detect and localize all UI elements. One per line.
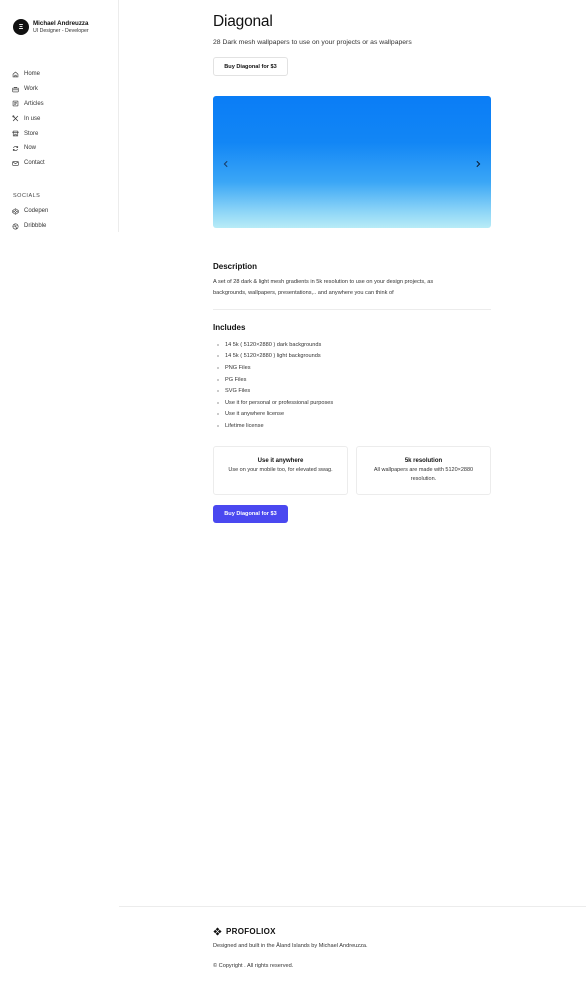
bullet xyxy=(217,379,219,381)
social-item-codepen[interactable] xyxy=(12,204,48,219)
list-item-text: Use it for personal or professional purposes xyxy=(225,399,334,406)
logo-icon xyxy=(213,927,222,936)
nav-label-articles: Articles xyxy=(24,100,44,107)
profile-link[interactable] xyxy=(13,19,89,35)
avatar xyxy=(13,19,29,35)
home-icon xyxy=(12,71,19,78)
list-item-text: PG Files xyxy=(225,376,247,383)
list-item xyxy=(217,420,333,432)
socials-heading: SOCIALS xyxy=(13,193,41,199)
list-item-text: SVG Files xyxy=(225,388,251,395)
list-item xyxy=(217,385,333,397)
sidebar xyxy=(0,0,119,232)
list-item xyxy=(217,362,333,374)
nav-label-store: Store xyxy=(24,130,39,137)
list-item xyxy=(217,339,333,351)
nav-label-in-use: In use xyxy=(24,115,41,122)
page-subtitle: 28 Dark mesh wallpapers to use on your projects or as wallpapers xyxy=(213,39,412,46)
codepen-icon xyxy=(12,208,19,215)
bullet xyxy=(217,367,219,369)
list-item xyxy=(217,351,333,363)
profile-role: UI Designer - Developer xyxy=(33,27,89,34)
nav-label-now: Now xyxy=(24,145,37,152)
footer-built-text: Designed and built in the Åland Islands by Michael Andreuzza. xyxy=(213,943,368,949)
nav-item-articles[interactable] xyxy=(12,97,45,112)
bullet xyxy=(217,425,219,427)
social-label-codepen: Codepen xyxy=(24,208,49,215)
list-item-text: PNG Files xyxy=(225,364,251,371)
nav-item-now[interactable] xyxy=(12,141,45,156)
list-item xyxy=(217,409,333,421)
footer-brand-name: PROFOLIOX xyxy=(226,927,276,936)
description-text: A set of 28 dark & light mesh gradients in 5k resolution to use on your design projects, as backgrounds, wallpapers, presentations,.. and anywhere you can think of xyxy=(213,279,434,296)
refresh-icon xyxy=(12,145,19,152)
chevron-right-icon[interactable] xyxy=(474,160,482,168)
list-item-text: 14 5k ( 5120×2880 ) dark backgrounds xyxy=(225,341,322,348)
avatar-letter: Ξ xyxy=(18,23,24,31)
divider xyxy=(213,309,491,310)
page-title: Diagonal xyxy=(213,13,273,30)
nav-label-contact: Contact xyxy=(24,160,45,167)
hero-image-carousel xyxy=(213,96,491,228)
store-icon xyxy=(12,130,19,137)
socials-list xyxy=(12,204,48,234)
includes-list xyxy=(217,339,333,432)
feature-card-text: Use on your mobile too, for elevated swag. xyxy=(228,467,333,473)
feature-card-use-anywhere xyxy=(213,446,348,495)
footer-divider xyxy=(119,906,586,907)
bullet xyxy=(217,402,219,404)
bullet xyxy=(217,413,219,415)
nav-item-store[interactable] xyxy=(12,126,45,141)
book-icon xyxy=(12,100,19,107)
nav-item-home[interactable] xyxy=(12,67,45,82)
mail-icon xyxy=(12,160,19,167)
nav-label-work: Work xyxy=(24,86,38,93)
social-item-dribbble[interactable] xyxy=(12,219,48,234)
bullet xyxy=(217,390,219,392)
profile-name: Michael Andreuzza xyxy=(33,19,89,27)
main-nav xyxy=(12,67,45,171)
description-heading: Description xyxy=(213,262,258,271)
feature-card-title: Use it anywhere xyxy=(257,458,304,464)
feature-card-resolution xyxy=(356,446,491,495)
nav-label-home: Home xyxy=(24,71,41,78)
footer-copyright: © Copyright . All rights reserved. xyxy=(213,963,294,969)
buy-button-bottom[interactable]: Buy Diagonal for $3 xyxy=(213,505,288,523)
bullet xyxy=(217,344,219,346)
nav-item-contact[interactable] xyxy=(12,156,45,171)
footer-brand-link[interactable] xyxy=(213,927,276,936)
list-item-text: Lifetime license xyxy=(225,422,264,429)
feature-cards xyxy=(213,446,491,495)
includes-heading: Includes xyxy=(213,323,246,332)
briefcase-icon xyxy=(12,86,19,93)
profile-text xyxy=(33,20,89,35)
nav-item-work[interactable] xyxy=(12,82,45,97)
list-item xyxy=(217,397,333,409)
feature-card-title: 5k resolution xyxy=(404,458,443,464)
nav-item-in-use[interactable] xyxy=(12,111,45,126)
list-item xyxy=(217,374,333,386)
feature-card-text: All wallpapers are made with 5120×2880 resolution. xyxy=(373,467,474,482)
buy-button-top[interactable]: Buy Diagonal for $3 xyxy=(213,57,288,76)
list-item-text: Use it anywhere license xyxy=(225,411,285,418)
tools-icon xyxy=(12,115,19,122)
bullet xyxy=(217,355,219,357)
social-label-dribbble: Dribbble xyxy=(24,223,47,230)
dribbble-icon xyxy=(12,223,19,230)
chevron-left-icon[interactable] xyxy=(222,160,230,168)
list-item-text: 14 5k ( 5120×2880 ) light backgrounds xyxy=(225,353,321,360)
